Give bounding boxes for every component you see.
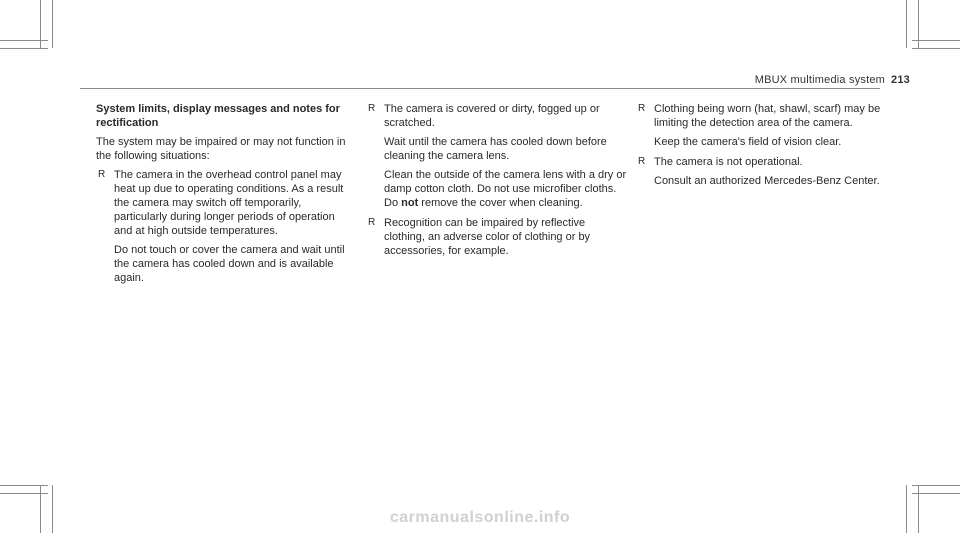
column-2 [366, 102, 628, 264]
section-title: System limits, display messages and notes for rectification [96, 103, 340, 129]
bullet-text: The camera is not operational. [654, 156, 803, 168]
list-item [636, 102, 898, 149]
crop-mark [912, 493, 960, 494]
bullet-text: The camera in the overhead control panel may heat up due to operating conditions. As a result the camera may switch off temporarily, particularly during longer periods of operation and at high outside temperatures. [114, 169, 344, 237]
watermark: carmanualsonline.info [389, 509, 571, 526]
crop-mark [52, 0, 53, 48]
crop-mark [0, 485, 48, 486]
bullet-subtext: Do not touch or cover the camera and wait until the camera has cooled down and is available again. [114, 244, 345, 284]
crop-mark [918, 0, 919, 48]
column-1 [96, 102, 356, 291]
bullet-subtext: Wait until the camera has cooled down before cleaning the camera lens. [384, 136, 607, 162]
bullet-text: Clothing being worn (hat, shawl, scarf) may be limiting the detection area of the camera. [654, 103, 881, 129]
bullet-mark: R [98, 169, 106, 180]
bullet-subtext [384, 168, 628, 210]
bullet-subtext: Consult an authorized Mercedes-Benz Center. [654, 175, 880, 187]
crop-mark [912, 48, 960, 49]
crop-mark [906, 0, 907, 48]
emphasis: not [401, 197, 419, 209]
bullet-mark: R [638, 156, 646, 167]
list-item [366, 102, 628, 210]
crop-mark [0, 493, 48, 494]
bullet-subtext: Keep the camera's field of vision clear. [654, 136, 842, 148]
list-item [366, 216, 628, 258]
bullet-mark: R [368, 217, 376, 228]
crop-mark [912, 40, 960, 41]
header-rule [80, 88, 880, 89]
bullet-text: The camera is covered or dirty, fogged up or scratched. [384, 103, 600, 129]
list-item [96, 168, 356, 285]
text-run: remove the cover when cleaning. [418, 197, 583, 209]
text-run: Clean the outside of the camera lens with a dry or damp cotton cloth. Do not use microfiber cloths. Do [384, 169, 627, 209]
intro-paragraph: The system may be impaired or may not function in the following situations: [96, 136, 346, 162]
crop-mark [0, 48, 48, 49]
crop-mark [912, 485, 960, 486]
column-3 [636, 102, 898, 194]
running-header [755, 74, 910, 86]
bullet-mark: R [638, 103, 646, 114]
list-item [636, 155, 898, 188]
bullet-mark: R [368, 103, 376, 114]
crop-mark [0, 40, 48, 41]
page-number: 213 [891, 74, 910, 86]
header-title: MBUX multimedia system [754, 74, 886, 86]
bullet-text: Recognition can be impaired by reflective clothing, an adverse color of clothing or by accessories, for example. [384, 217, 591, 257]
